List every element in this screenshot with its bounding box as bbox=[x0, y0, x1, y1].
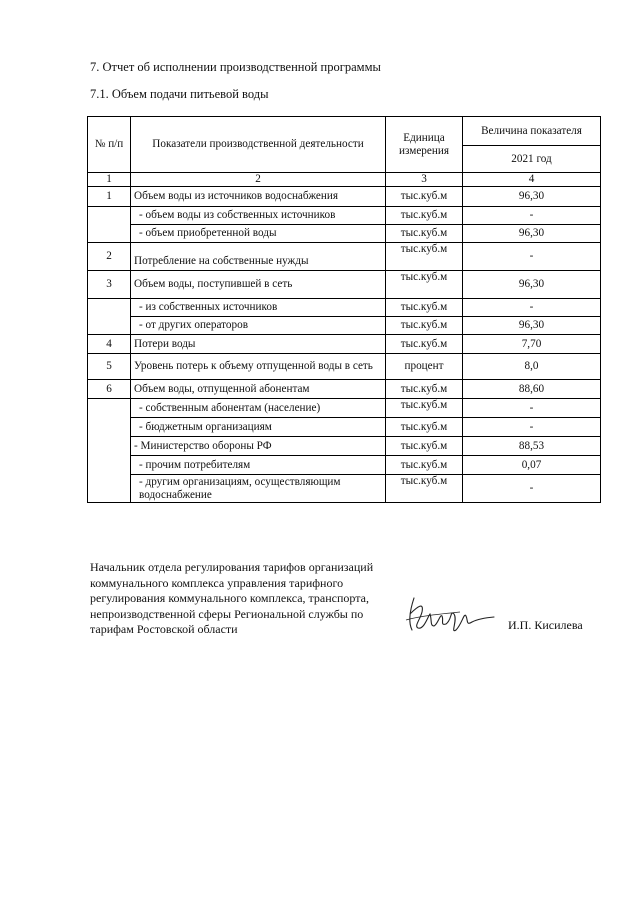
header-value-group: Величина показателя bbox=[463, 117, 601, 146]
row-value: - bbox=[463, 418, 601, 437]
row-unit: тыс.куб.м bbox=[386, 225, 463, 243]
row-name: - из собственных источников bbox=[131, 299, 386, 317]
row-num bbox=[88, 207, 131, 243]
row-unit: тыс.куб.м bbox=[386, 243, 463, 271]
handwritten-signature bbox=[400, 590, 500, 640]
col-number: 1 bbox=[88, 173, 131, 187]
row-name: - Министерство обороны РФ bbox=[131, 437, 386, 456]
row-num: 6 bbox=[88, 380, 131, 399]
row-name: Потери воды bbox=[131, 335, 386, 354]
col-number: 2 bbox=[131, 173, 386, 187]
header-num: № п/п bbox=[88, 117, 131, 173]
row-value: 96,30 bbox=[463, 317, 601, 335]
header-indicator: Показатели производственной деятельности bbox=[131, 117, 386, 173]
row-unit: тыс.куб.м bbox=[386, 380, 463, 399]
row-value: - bbox=[463, 475, 601, 503]
row-name: - бюджетным организациям bbox=[131, 418, 386, 437]
row-name: - прочим потребителям bbox=[131, 456, 386, 475]
col-number: 3 bbox=[386, 173, 463, 187]
row-name: Уровень потерь к объему отпущенной воды в сеть bbox=[131, 354, 386, 380]
row-unit: тыс.куб.м bbox=[386, 399, 463, 418]
row-unit: тыс.куб.м bbox=[386, 418, 463, 437]
row-num: 4 bbox=[88, 335, 131, 354]
row-unit: процент bbox=[386, 354, 463, 380]
header-unit: Единица измерения bbox=[386, 117, 463, 173]
row-unit: тыс.куб.м bbox=[386, 437, 463, 456]
row-name: Объем воды из источников водоснабжения bbox=[131, 187, 386, 207]
section-title: 7. Отчет об исполнении производственной программы bbox=[90, 60, 381, 74]
row-num: 2 bbox=[88, 243, 131, 271]
signatory-name: И.П. Кисилева bbox=[508, 618, 583, 632]
row-value: 88,53 bbox=[463, 437, 601, 456]
row-value: - bbox=[463, 243, 601, 271]
row-value: - bbox=[463, 399, 601, 418]
row-value: 96,30 bbox=[463, 271, 601, 299]
row-name: - объем воды из собственных источников bbox=[131, 207, 386, 225]
row-value: 7,70 bbox=[463, 335, 601, 354]
row-num: 1 bbox=[88, 187, 131, 207]
row-unit: тыс.куб.м bbox=[386, 187, 463, 207]
row-name: Объем воды, поступившей в сеть bbox=[131, 271, 386, 299]
row-value: 8,0 bbox=[463, 354, 601, 380]
row-unit: тыс.куб.м bbox=[386, 299, 463, 317]
row-unit: тыс.куб.м bbox=[386, 317, 463, 335]
row-num: 5 bbox=[88, 354, 131, 380]
row-unit: тыс.куб.м bbox=[386, 271, 463, 299]
subsection-title: 7.1. Объем подачи питьевой воды bbox=[90, 87, 269, 101]
row-unit: тыс.куб.м bbox=[386, 207, 463, 225]
row-unit: тыс.куб.м bbox=[386, 475, 463, 503]
row-name: - объем приобретенной воды bbox=[131, 225, 386, 243]
row-value: 88,60 bbox=[463, 380, 601, 399]
row-num bbox=[88, 299, 131, 335]
row-value: 96,30 bbox=[463, 225, 601, 243]
water-supply-table bbox=[87, 116, 601, 503]
row-num bbox=[88, 399, 131, 503]
row-name: - от других операторов bbox=[131, 317, 386, 335]
row-value: 96,30 bbox=[463, 187, 601, 207]
row-value: - bbox=[463, 207, 601, 225]
row-name: Объем воды, отпущенной абонентам bbox=[131, 380, 386, 399]
col-number: 4 bbox=[463, 173, 601, 187]
row-unit: тыс.куб.м bbox=[386, 335, 463, 354]
row-name: - другим организациям, осуществляющим водоснабжение bbox=[131, 475, 386, 503]
row-value: - bbox=[463, 299, 601, 317]
signatory-position: Начальник отдела регулирования тарифов организаций коммунального комплекса управления тарифного регулирования коммунального комплекса, транспорта, непроизводственной сферы Региональной службы по тарифам Ростовской области bbox=[90, 560, 374, 637]
row-num: 3 bbox=[88, 271, 131, 299]
header-year: 2021 год bbox=[463, 146, 601, 173]
row-unit: тыс.куб.м bbox=[386, 456, 463, 475]
row-name: Потребление на собственные нужды bbox=[131, 243, 386, 271]
row-value: 0,07 bbox=[463, 456, 601, 475]
row-name: - собственным абонентам (население) bbox=[131, 399, 386, 418]
